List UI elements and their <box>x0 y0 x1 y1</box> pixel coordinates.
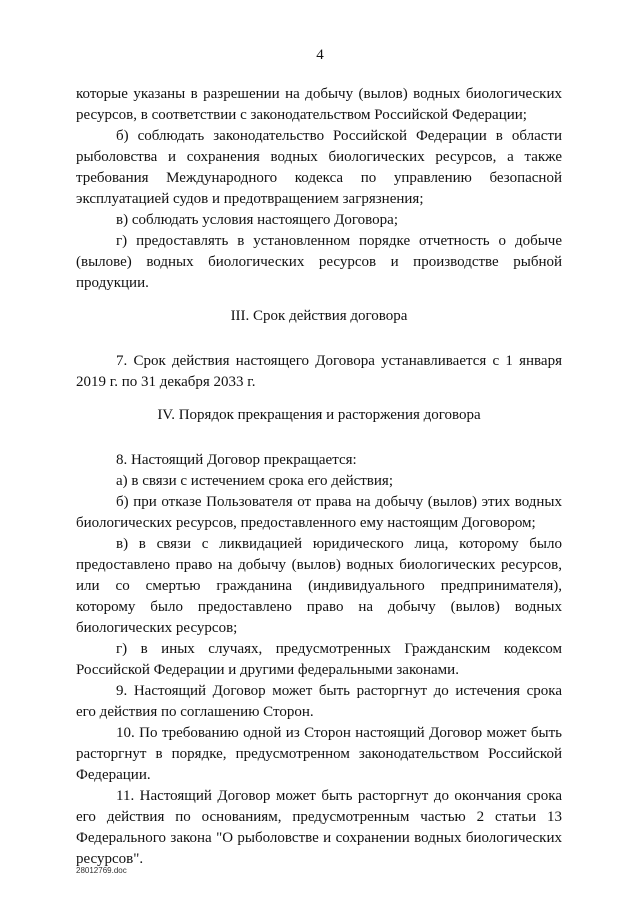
paragraph-item-g-2: г) в иных случаях, предусмотренных Гражданским кодексом Российской Федерации и другими федеральными законами. <box>76 641 562 678</box>
paragraph-clause-9: 9. Настоящий Договор может быть расторгнут до истечения срока его действия по соглашению Сторон. <box>76 683 562 720</box>
paragraph-item-v: в) соблюдать условия настоящего Договора; <box>116 212 398 228</box>
paragraph-clause-8: 8. Настоящий Договор прекращается: <box>116 452 357 468</box>
spacer <box>76 339 562 351</box>
page-number: 4 <box>316 47 324 63</box>
paragraph-item-b: б) соблюдать законодательство Российской Федерации в области рыболовства и сохранения водных биологических ресурсов, а также требования Международного кодекса по управлению безопасной эксплуатацией судов и предотвращением загрязнения; <box>76 128 562 207</box>
footer-file-code: 28012769.doc <box>76 866 127 875</box>
paragraph-clause-10: 10. По требованию одной из Сторон настоящий Договор может быть расторгнут в порядке, предусмотренном законодательством Российской Федерации. <box>76 725 562 783</box>
paragraph-item-b-2: б) при отказе Пользователя от права на добычу (вылов) этих водных биологических ресурсов, предоставленного ему настоящим Договором; <box>76 494 562 531</box>
paragraph-clause-7: 7. Срок действия настоящего Договора устанавливается с 1 января 2019 г. по 31 декабря 2033 г. <box>76 353 562 390</box>
paragraph-clause-11: 11. Настоящий Договор может быть расторгнут до окончания срока его действия по основаниям, предусмотренным частью 2 статьи 13 Федерального закона "О рыболовстве и сохранении водных биологических ресурсов". <box>76 788 562 867</box>
document-body <box>76 84 562 870</box>
paragraph-item-v-2: в) в связи с ликвидацией юридического лица, которому было предоставлено право на добычу (вылов) водных биологических ресурсов, или со смертью гражданина (индивидуального предпринимателя), которому было предоставлено право на добычу (вылов) водных биологических ресурсов; <box>76 536 562 636</box>
paragraph-item-a: а) в связи с истечением срока его действия; <box>116 473 393 489</box>
paragraph-continuation: которые указаны в разрешении на добычу (вылов) водных биологических ресурсов, в соответствии с законодательством Российской Федерации; <box>76 86 562 123</box>
section-heading-3: III. Срок действия договора <box>230 308 408 324</box>
spacer <box>76 438 562 450</box>
paragraph-item-g: г) предоставлять в установленном порядке отчетность о добыче (вылове) водных биологических ресурсов и производстве рыбной продукции. <box>76 233 562 291</box>
section-heading-4: IV. Порядок прекращения и расторжения договора <box>157 407 481 423</box>
